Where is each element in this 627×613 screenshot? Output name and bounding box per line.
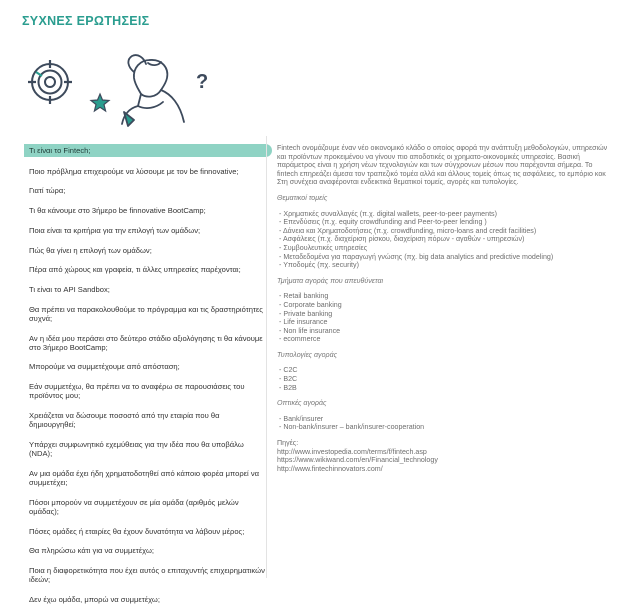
answer-intro: Fintech ονομάζουμε έναν νέο οικονομικό κλάδο ο οποίος αφορά την ανάπτυξη μεθοδολογιών, υπηρεσιών και προϊόντων προκειμένου να γίνουν πιο αποδοτικές οι χρηματο-οικονομικές υπηρεσίες. Βασική παράμετρος είναι η χρήση νέων τεχνολογιών και των σύγχρονων μέσων που παρέχονται σήμερα. Το fintech επηρεάζει άμεσα τον τραπεζικό τομέα αλλά και άλλους τομείς όπως τις ασφάλειες, το εμπόριο κοκ Στη συνέχεια αναφέρονται ενδεικτικά θεματικοί τομείς, αγορές και τυπολογίες. (277, 144, 608, 187)
answer-list-item: - Non life insurance (279, 326, 341, 335)
faq-question-item[interactable]: Εάν συμμετέχω, θα πρέπει να το αναφέρω σε παρουσιάσεις του προϊόντος μου; (29, 382, 245, 401)
faq-question-item[interactable]: Πόσοι μπορούν να συμμετέχουν σε μία ομάδα (αριθμός μελών ομάδας); (29, 497, 239, 516)
answer-section-heading: Τμήματα αγοράς που απευθύνεται (277, 276, 384, 285)
answer-section-heading: Τυπολογίες αγοράς (277, 350, 338, 359)
column-divider (266, 136, 267, 578)
source-link[interactable]: https://www.wikiwand.com/en/Financial_technology (277, 456, 438, 465)
answer-list-item: - Υποδομές (πχ. security) (279, 261, 359, 270)
faq-question-item[interactable]: Ποια η διαφορετικότητα που έχει αυτός ο επιταχυντής επιχειρηματικών ιδεών; (29, 566, 265, 585)
faq-question-item[interactable]: Γιατί τώρα; (29, 186, 66, 196)
answer-list-item: - B2B (279, 383, 297, 392)
answer-list-item: - Non-bank/insurer – bank/insurer-cooperation (279, 423, 425, 432)
faq-question-item[interactable]: Ποιο πρόβλημα επιχειρούμε να λύσουμε με τον be finnovative; (29, 166, 239, 176)
faq-question-item[interactable]: Πόσες ομάδες ή εταιρίες θα έχουν δυνατότητα να λάβουν μέρος; (29, 526, 245, 536)
faq-question-item[interactable]: Αν μια ομάδα έχει ήδη χρηματοδοτηθεί από κάποιο φορέα μπορεί να συμμετέχει; (29, 468, 260, 488)
faq-question-item[interactable]: Πώς θα γίνει η επιλογή των ομάδων; (29, 245, 152, 255)
faq-question-list (24, 144, 272, 613)
answer-list-item: - C2C (279, 366, 298, 375)
faq-question-item[interactable]: Θα πρέπει να παρακολουθούμε το πρόγραμμα και τις δραστηριότητες συχνά; (29, 304, 263, 323)
answer-section-list (277, 366, 611, 392)
answer-section-list (277, 415, 611, 432)
answer-list-item: - B2C (279, 375, 298, 384)
answer-list-item: - Συμβουλευτικές υπηρεσίες (279, 243, 368, 252)
sources-block (277, 439, 611, 473)
answer-section-heading: Θεματικοί τομείς (277, 193, 328, 202)
faq-question-item[interactable]: Υπάρχει συμφωνητικό εχεμύθειας για την ιδέα που θα υποβάλω (NDA); (29, 439, 244, 459)
answer-list-item: - ecommerce (279, 335, 321, 344)
source-link[interactable]: http://www.investopedia.com/terms/f/fintech.asp (277, 447, 427, 456)
faq-question-item[interactable]: Αν η ιδέα μου περάσει στο δεύτερο στάδιο αξιολόγησης τι θα κάνουμε στο 3ήμερο BootCamp; (29, 333, 263, 352)
faq-question-item[interactable]: Δεν έχω ομάδα, μπορώ να συμμετέχω; (29, 594, 160, 604)
answer-list-item: - Private banking (279, 309, 333, 318)
thinking-person-icon (122, 55, 184, 126)
question-mark-icon: ? (196, 71, 209, 93)
faq-question-item[interactable]: Τι είναι το API Sandbox; (29, 284, 110, 294)
faq-question-item[interactable]: Θα πληρώσω κάτι για να συμμετέχω; (29, 546, 154, 556)
answer-section-heading: Οπτικές αγοράς (277, 399, 327, 408)
faq-question-item[interactable]: Χρειάζεται να δώσουμε ποσοστό από την εταιρία που θα δημιουργηθεί; (29, 411, 220, 430)
target-icon (28, 60, 72, 104)
faq-question-item[interactable]: Ποια είναι τα κριτήρια για την επιλογή των ομάδων; (29, 225, 201, 235)
faq-answer-panel (277, 144, 611, 473)
answer-section-list (277, 210, 611, 270)
answer-list-item: - Corporate banking (279, 300, 342, 309)
answer-section-list (277, 292, 611, 344)
page-title: ΣΥΧΝΕΣ ΕΡΩΤΗΣΕΙΣ (22, 14, 150, 28)
answer-list-item: - Ασφάλειες (π.χ. διαχείριση ρίσκου, διαχείριση πόρων - αγαθών - υπηρεσιών) (279, 235, 525, 244)
sources-heading: Πηγές: (277, 439, 299, 448)
answer-list-item: - Retail banking (279, 292, 329, 301)
faq-question-item[interactable]: Μπορούμε να συμμετέχουμε από απόσταση; (29, 362, 180, 372)
source-link[interactable]: http://www.fintechinnovators.com/ (277, 464, 383, 473)
answer-list-item: - Bank/insurer (279, 414, 324, 423)
answer-list-item: - Επενδύσεις (π.χ. equity crowdfunding and Peer-to-peer lending ) (279, 218, 487, 227)
answer-list-item: - Χρηματικές συναλλαγές (π.χ. digital wallets, peer-to-peer payments) (279, 209, 497, 218)
faq-question-item[interactable]: Τι είναι το Fintech; (24, 144, 272, 157)
answer-list-item: - Μεταδεδομένα για παραγωγή γνώσης (πχ. big data analytics and predictive modeling) (279, 252, 554, 261)
faq-question-item[interactable]: Τι θα κάνουμε στο 3ήμερο be finnovative BootCamp; (29, 206, 206, 216)
faq-question-item[interactable]: Πέρα από χώρους και γραφεία, τι άλλες υπηρεσίες παρέχονται; (29, 265, 241, 275)
star-icon (91, 94, 109, 111)
answer-list-item: - Life insurance (279, 318, 328, 327)
answer-list-item: - Δάνεια και Χρηματοδοτήσεις (π.χ. crowdfunding, micro-loans and credit facilities) (279, 226, 537, 235)
faq-illustration (28, 50, 218, 130)
